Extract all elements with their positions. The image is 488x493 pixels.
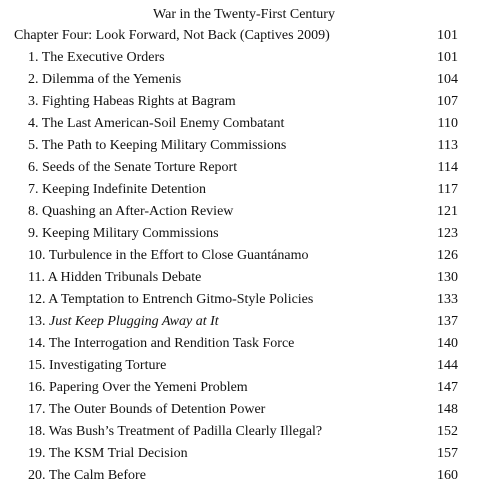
section-title: 10. Turbulence in the Effort to Close Guantánamo <box>28 248 309 263</box>
section-title: 4. The Last American-Soil Enemy Combatant <box>28 116 285 131</box>
section-page-number: 123 <box>437 226 458 241</box>
section-title: 2. Dilemma of the Yemenis <box>28 72 182 87</box>
toc-row <box>0 377 488 399</box>
section-page-number: 101 <box>437 50 458 65</box>
section-title-italic: Just Keep Plugging Away at It <box>49 314 219 329</box>
running-title: War in the Twenty-First Century <box>153 7 335 22</box>
toc-row <box>0 47 488 69</box>
section-page-number: 148 <box>437 402 458 417</box>
section-title <box>28 311 219 333</box>
section-page-number: 147 <box>437 380 458 395</box>
toc-chapter-row <box>0 25 488 47</box>
section-title: 6. Seeds of the Senate Torture Report <box>28 160 238 175</box>
section-title: 14. The Interrogation and Rendition Task Force <box>28 336 295 351</box>
toc-row <box>0 289 488 311</box>
toc-row <box>0 267 488 289</box>
section-page-number: 126 <box>437 248 458 263</box>
section-title: 1. The Executive Orders <box>28 50 165 65</box>
toc-row <box>0 443 488 465</box>
section-title: 8. Quashing an After-Action Review <box>28 204 234 219</box>
toc-row <box>0 91 488 113</box>
toc-row <box>0 399 488 421</box>
toc-row <box>0 201 488 223</box>
section-page-number: 114 <box>437 160 458 175</box>
toc-row <box>0 113 488 135</box>
toc-row <box>0 311 488 333</box>
section-page-number: 110 <box>437 116 458 131</box>
section-title: 11. A Hidden Tribunals Debate <box>28 270 202 285</box>
section-page-number: 152 <box>437 424 458 439</box>
section-title: 3. Fighting Habeas Rights at Bagram <box>28 94 236 109</box>
section-page-number: 144 <box>437 358 458 373</box>
section-title: 9. Keeping Military Commissions <box>28 226 219 241</box>
section-title: 20. The Calm Before <box>28 468 146 483</box>
toc-row <box>0 245 488 267</box>
toc-row <box>0 223 488 245</box>
toc-row <box>0 355 488 377</box>
section-title: 5. The Path to Keeping Military Commissions <box>28 138 287 153</box>
section-page-number: 104 <box>437 72 458 87</box>
toc-row <box>0 333 488 355</box>
section-page-number: 117 <box>437 182 458 197</box>
toc-row <box>0 135 488 157</box>
section-title: 19. The KSM Trial Decision <box>28 446 188 461</box>
section-page-number: 121 <box>437 204 458 219</box>
section-title: 7. Keeping Indefinite Detention <box>28 182 207 197</box>
toc-row <box>0 157 488 179</box>
section-title: 17. The Outer Bounds of Detention Power <box>28 402 266 417</box>
section-page-number: 160 <box>437 468 458 483</box>
section-title: 12. A Temptation to Entrench Gitmo-Style Policies <box>28 292 314 307</box>
section-page-number: 157 <box>437 446 458 461</box>
section-title: 15. Investigating Torture <box>28 358 167 373</box>
section-page-number: 140 <box>437 336 458 351</box>
toc-row <box>0 465 488 487</box>
section-page-number: 137 <box>437 314 458 329</box>
section-number: 13. <box>28 314 49 329</box>
section-page-number: 107 <box>437 94 458 109</box>
toc-row <box>0 421 488 443</box>
chapter-title: Chapter Four: Look Forward, Not Back (Captives 2009) <box>14 28 330 43</box>
toc-row <box>0 69 488 91</box>
section-page-number: 113 <box>437 138 458 153</box>
section-page-number: 133 <box>437 292 458 307</box>
section-title: 18. Was Bush’s Treatment of Padilla Clearly Illegal? <box>28 424 323 439</box>
section-title: 16. Papering Over the Yemeni Problem <box>28 380 248 395</box>
chapter-page-number: 101 <box>437 28 458 43</box>
toc-row <box>0 179 488 201</box>
section-page-number: 130 <box>437 270 458 285</box>
